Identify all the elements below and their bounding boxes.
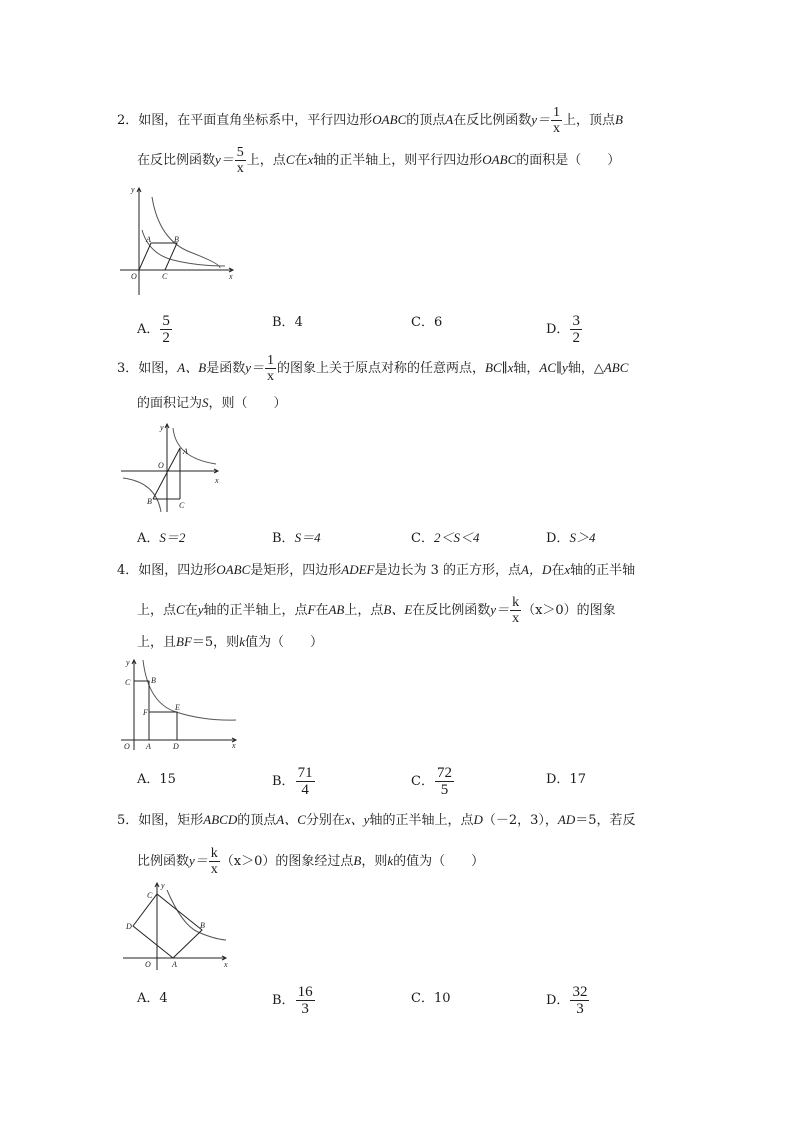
q4-option-a[interactable]: A．15 bbox=[137, 772, 176, 787]
q2-option-d[interactable]: D． $\frac{3}{2}$ bbox=[546, 313, 580, 346]
fraction-1-over-x: $\frac{1}{x}$ bbox=[266, 353, 274, 384]
label-x: x bbox=[232, 741, 236, 750]
label-e: E bbox=[175, 703, 180, 712]
label-a: A bbox=[183, 447, 188, 456]
q2-line-2: 在反比例函数y＝ $\frac{5}{x}$ 上，点C在x轴的正半轴上，则平行四边形OABC的面积是（ ） bbox=[137, 145, 621, 176]
label-o: O bbox=[158, 461, 164, 470]
label-b: B bbox=[200, 921, 205, 930]
label-d: D bbox=[173, 742, 179, 751]
q3-line-2: 的面积记为S，则（ ） bbox=[137, 395, 287, 411]
curve-k-over-x bbox=[143, 660, 236, 720]
q5-option-b[interactable]: B． $\frac{16}{3}$ bbox=[272, 984, 313, 1017]
q5-option-d[interactable]: D． $\frac{32}{3}$ bbox=[546, 984, 588, 1017]
q3-option-d[interactable]: D．S＞4 bbox=[546, 530, 596, 546]
label-b: B bbox=[174, 235, 179, 244]
q2-line-1: 2．如图，在平面直角坐标系中，平行四边形OABC的顶点A在反比例函数y＝ $\frac{1}{x}$ 上，顶点B bbox=[117, 105, 623, 136]
label-x: x bbox=[215, 476, 219, 485]
label-a: A bbox=[146, 742, 151, 751]
q3-figure bbox=[118, 420, 228, 515]
curve-branch-1 bbox=[173, 428, 216, 464]
label-b: B bbox=[147, 497, 152, 506]
rectangle-abcd bbox=[133, 894, 202, 958]
q4-line-3: 上，且BF＝5，则k值为（ ） bbox=[137, 634, 323, 650]
q5-line-2: 比例函数y＝ $\frac{k}{x}$ （x＞0）的图象经过点B，则k的值为（ ） bbox=[137, 846, 485, 877]
q2-option-c[interactable]: C．6 bbox=[411, 315, 443, 330]
q4-option-b[interactable]: B． $\frac{71}{4}$ bbox=[272, 765, 313, 798]
q2-option-a[interactable]: A． $\frac{5}{2}$ bbox=[137, 313, 170, 346]
label-c: C bbox=[125, 678, 131, 687]
fraction-5-over-x: $\frac{5}{x}$ bbox=[236, 145, 244, 176]
q4-line-2: 上，点C在y轴的正半轴上，点F在AB上，点B、E在反比例函数y＝ $\frac{k}{x}$ （x＞0）的图象 bbox=[137, 595, 616, 626]
label-b: B bbox=[151, 676, 156, 685]
curve-k-over-x bbox=[167, 890, 226, 940]
curve-5-over-x bbox=[152, 197, 220, 268]
label-x: x bbox=[224, 960, 228, 969]
q3-line-1: 3．如图，A、B是函数y＝ $\frac{1}{x}$ 的图象上关于原点对称的任意两点，BC∥x轴，AC∥y轴，△ABC bbox=[117, 353, 629, 384]
q5-option-a[interactable]: A．4 bbox=[137, 991, 168, 1006]
label-y: y bbox=[131, 185, 135, 194]
label-a: A bbox=[172, 960, 177, 969]
label-x: x bbox=[229, 272, 233, 281]
label-y: y bbox=[126, 658, 130, 667]
label-c: C bbox=[179, 501, 185, 510]
fraction-1-over-x: $\frac{1}{x}$ bbox=[553, 105, 561, 136]
q5-figure bbox=[120, 880, 235, 972]
q2-option-b[interactable]: B．4 bbox=[272, 315, 303, 330]
q5-line-1: 5．如图，矩形ABCD的顶点A、C分别在x、y轴的正半轴上，点D（－2，3），AD＝5，若反 bbox=[117, 812, 636, 828]
label-a: A bbox=[146, 235, 151, 244]
curve-1-over-x bbox=[142, 230, 225, 266]
label-c: C bbox=[147, 891, 153, 900]
square-adef bbox=[149, 712, 177, 740]
label-o: O bbox=[131, 272, 137, 281]
q5-option-c[interactable]: C．10 bbox=[411, 991, 451, 1006]
q4-figure bbox=[118, 655, 248, 755]
label-y: y bbox=[161, 881, 165, 890]
q3-option-b[interactable]: B．S＝4 bbox=[272, 530, 321, 546]
label-c: C bbox=[162, 272, 168, 281]
label-d: D bbox=[126, 922, 132, 931]
label-o: O bbox=[145, 960, 151, 969]
q3-option-c[interactable]: C．2＜S＜4 bbox=[411, 530, 480, 546]
label-o: O bbox=[124, 742, 130, 751]
label-y: y bbox=[160, 423, 164, 432]
fraction-k-over-x: $\frac{k}{x}$ bbox=[210, 846, 218, 877]
q3-option-a[interactable]: A．S＝2 bbox=[137, 530, 186, 546]
q2-figure bbox=[115, 180, 245, 300]
q4-option-d[interactable]: D．17 bbox=[546, 772, 586, 787]
q4-line-1: 4．如图，四边形OABC是矩形，四边形ADEF是边长为 3 的正方形，点A，D在x轴的正半轴 bbox=[117, 562, 636, 578]
label-f: F bbox=[143, 708, 148, 717]
fraction-k-over-x: $\frac{k}{x}$ bbox=[512, 595, 520, 626]
parallelogram-oabc bbox=[139, 243, 177, 270]
q4-option-c[interactable]: C． $\frac{72}{5}$ bbox=[411, 765, 452, 798]
